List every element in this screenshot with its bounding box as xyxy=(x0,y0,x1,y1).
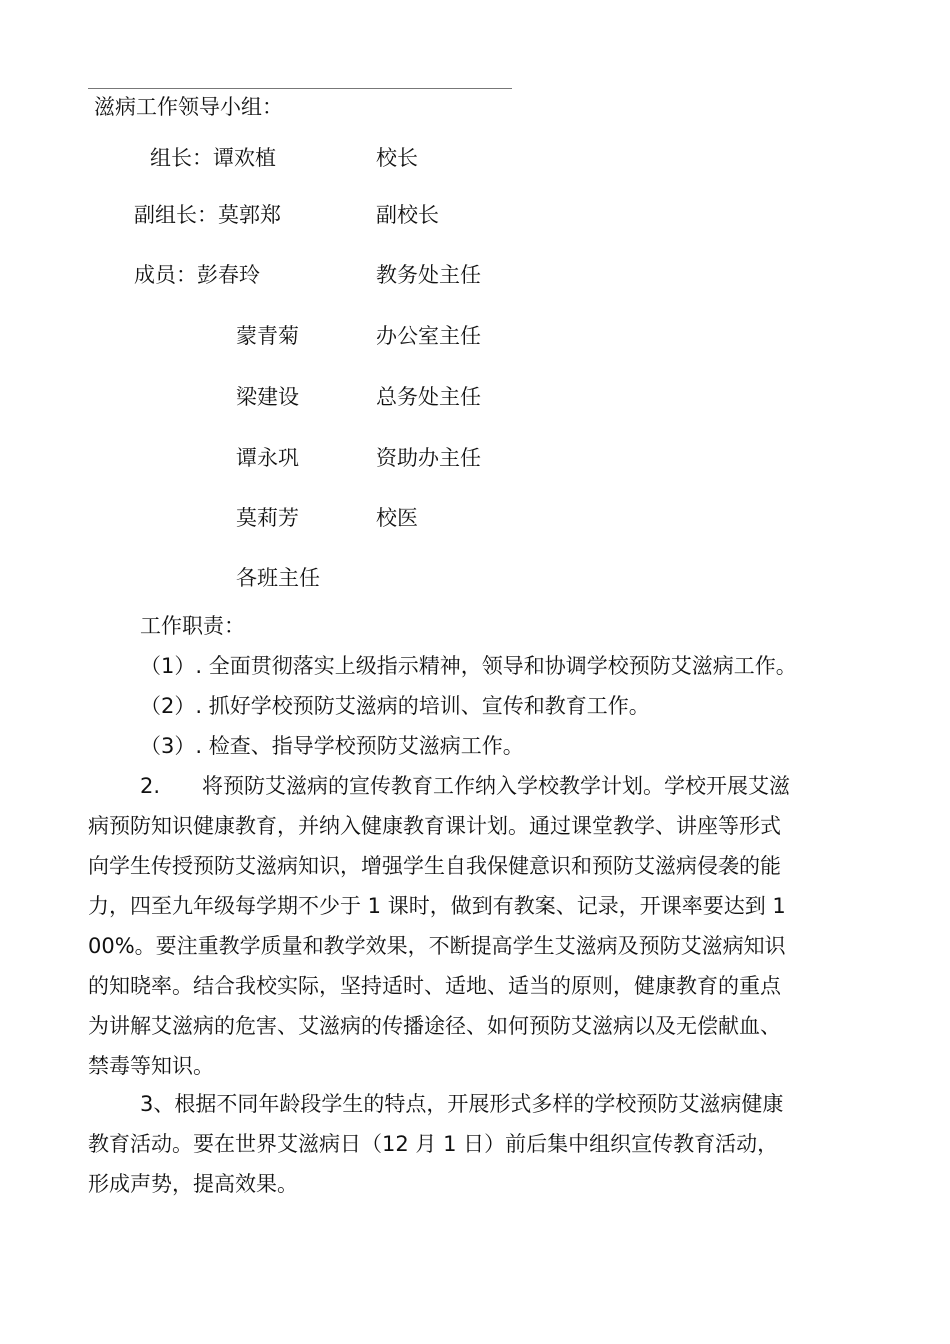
page-title: 滋病工作领导小组： xyxy=(94,95,283,119)
section-2-paragraph xyxy=(88,766,864,1086)
paragraph-line: 3、根据不同年龄段学生的特点，开展形式多样的学校预防艾滋病健康 xyxy=(140,1092,784,1116)
paragraph-line: 2. 将预防艾滋病的宣传教育工作纳入学校教学计划。学校开展艾滋 xyxy=(140,774,791,798)
deputy-position: 副校长 xyxy=(376,203,439,227)
top-divider xyxy=(88,88,512,89)
deputy-name: 副组长：莫郭郑 xyxy=(134,203,281,227)
paragraph-line: 禁毒等知识。 xyxy=(88,1054,214,1078)
duty-item: （3）. 检查、指导学校预防艾滋病工作。 xyxy=(140,734,524,758)
member-name: 梁建设 xyxy=(236,385,299,409)
paragraph-line: 00%。要注重教学质量和教学效果，不断提高学生艾滋病及预防艾滋病知识 xyxy=(88,934,786,958)
paragraph-line: 为讲解艾滋病的危害、艾滋病的传播途径、如何预防艾滋病以及无偿献血、 xyxy=(88,1014,781,1038)
leader-position: 校长 xyxy=(376,146,418,170)
member-name: 各班主任 xyxy=(236,566,320,590)
members-label: 成员：彭春玲 xyxy=(134,263,260,287)
paragraph-line: 病预防知识健康教育，并纳入健康教育课计划。通过课堂教学、讲座等形式 xyxy=(88,814,781,838)
member-position: 教务处主任 xyxy=(376,263,481,287)
member-name: 蒙青菊 xyxy=(236,324,299,348)
paragraph-line: 力，四至九年级每学期不少于 1 课时，做到有教案、记录，开课率要达到 1 xyxy=(88,894,786,918)
paragraph-line: 形成声势，提高效果。 xyxy=(88,1172,298,1196)
member-name: 莫莉芳 xyxy=(236,506,299,530)
member-name: 谭永巩 xyxy=(236,446,299,470)
leader-name: 组长：谭欢植 xyxy=(150,146,276,170)
duty-item: （1）. 全面贯彻落实上级指示精神，领导和协调学校预防艾滋病工作。 xyxy=(140,654,797,678)
member-position: 办公室主任 xyxy=(376,324,481,348)
paragraph-line: 教育活动。要在世界艾滋病日（12 月 1 日）前后集中组织宣传教育活动， xyxy=(88,1132,779,1156)
section-3-paragraph xyxy=(88,1084,864,1204)
paragraph-line: 的知晓率。结合我校实际，坚持适时、适地、适当的原则，健康教育的重点 xyxy=(88,974,781,998)
duty-item: （2）. 抓好学校预防艾滋病的培训、宣传和教育工作。 xyxy=(140,694,650,718)
member-position: 资助办主任 xyxy=(376,446,481,470)
member-position: 总务处主任 xyxy=(376,385,481,409)
duties-heading: 工作职责： xyxy=(140,614,245,638)
paragraph-line: 向学生传授预防艾滋病知识，增强学生自我保健意识和预防艾滋病侵袭的能 xyxy=(88,854,781,878)
member-position: 校医 xyxy=(376,506,418,530)
